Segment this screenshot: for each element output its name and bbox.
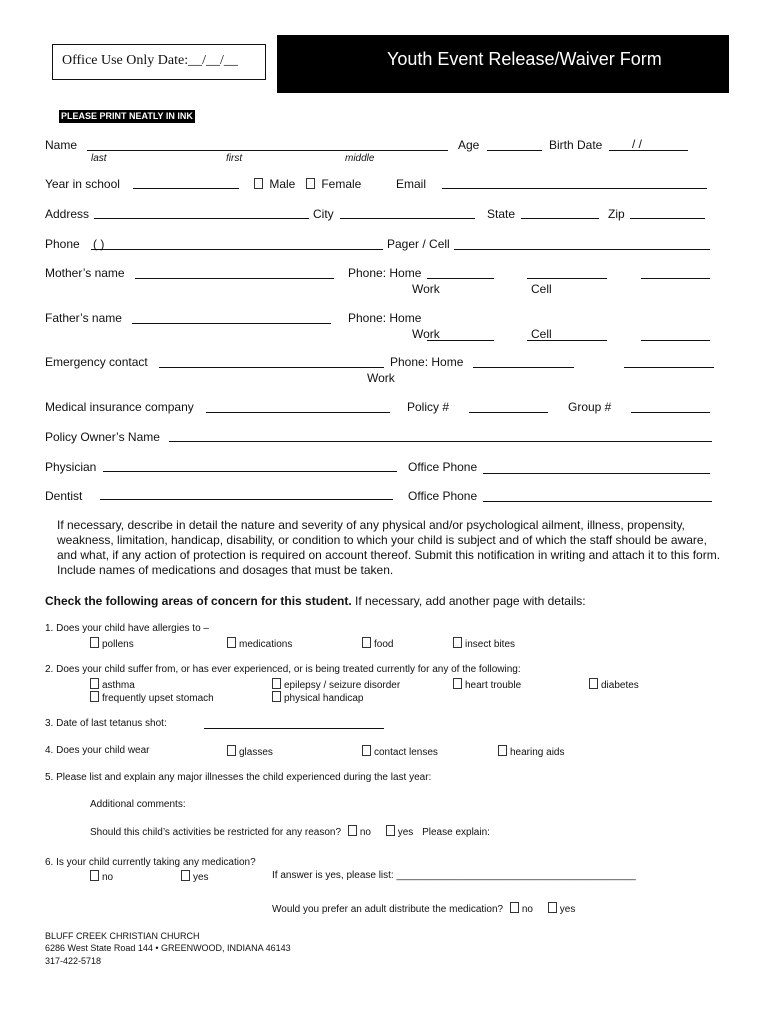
q6-option-no[interactable]: no bbox=[90, 870, 113, 883]
dentist-field[interactable] bbox=[100, 499, 393, 500]
q2-option-diabetes[interactable]: diabetes bbox=[589, 678, 639, 691]
q2-option-asthma[interactable]: asthma bbox=[90, 678, 135, 691]
church-address: 6286 West State Road 144 • GREENWOOD, INDIANA 46143 bbox=[45, 943, 291, 953]
checkbox-icon[interactable] bbox=[589, 678, 598, 689]
age-label: Age bbox=[458, 138, 480, 152]
phone-field[interactable] bbox=[91, 249, 383, 250]
father-work-label: Work bbox=[412, 327, 440, 341]
emergency-extra-field[interactable] bbox=[624, 367, 714, 368]
checkbox-icon[interactable] bbox=[90, 637, 99, 648]
question-3: 3. Date of last tetanus shot: bbox=[45, 718, 167, 729]
city-field[interactable] bbox=[340, 218, 475, 219]
emergency-work-label: Work bbox=[367, 371, 395, 385]
concerns-heading-bold: Check the following areas of concern for this student. bbox=[45, 594, 352, 608]
restricted-yes-label: yes bbox=[397, 827, 414, 838]
medical-insurance-field[interactable] bbox=[206, 412, 390, 413]
adult-yes-label: yes bbox=[559, 904, 576, 915]
checkbox-icon[interactable] bbox=[90, 691, 99, 702]
medical-insurance-label: Medical insurance company bbox=[45, 400, 194, 414]
office-use-box bbox=[52, 44, 266, 80]
mother-cell-label: Cell bbox=[531, 282, 552, 296]
name-label: Name bbox=[45, 138, 78, 152]
church-phone: 317-422-5718 bbox=[45, 956, 102, 966]
adult-no-checkbox[interactable] bbox=[510, 902, 519, 913]
dentist-office-phone-field[interactable] bbox=[483, 501, 712, 502]
dentist-label: Dentist bbox=[45, 489, 83, 503]
adult-no-label: no bbox=[521, 904, 533, 915]
checkbox-icon[interactable] bbox=[453, 637, 462, 648]
state-label: State bbox=[487, 207, 516, 221]
female-checkbox[interactable] bbox=[306, 178, 315, 189]
group-label: Group # bbox=[568, 400, 612, 414]
question-1: 1. Does your child have allergies to – bbox=[45, 623, 209, 634]
physician-label: Physician bbox=[45, 460, 97, 474]
father-cell-label: Cell bbox=[531, 327, 552, 341]
female-label: Female bbox=[321, 177, 362, 191]
age-field[interactable] bbox=[487, 150, 542, 151]
middle-sublabel: middle bbox=[345, 153, 375, 164]
checkbox-icon[interactable] bbox=[90, 870, 99, 881]
address-label: Address bbox=[45, 207, 90, 221]
physician-field[interactable] bbox=[103, 471, 397, 472]
birth-date-field[interactable] bbox=[609, 150, 688, 151]
zip-field[interactable] bbox=[630, 218, 705, 219]
adult-yes-checkbox[interactable] bbox=[548, 902, 557, 913]
physician-office-phone-field[interactable] bbox=[483, 473, 710, 474]
last-sublabel: last bbox=[91, 153, 107, 164]
phone-label: Phone bbox=[45, 237, 80, 251]
mother-extra-field[interactable] bbox=[527, 278, 607, 279]
print-notice: PLEASE PRINT NEATLY IN INK bbox=[61, 111, 193, 121]
mother-home-phone-field[interactable] bbox=[427, 278, 494, 279]
dentist-office-phone-label: Office Phone bbox=[408, 489, 478, 503]
father-cell-field[interactable] bbox=[527, 340, 607, 341]
title-banner bbox=[277, 35, 729, 93]
year-in-school-field[interactable] bbox=[133, 188, 239, 189]
male-option[interactable] bbox=[254, 177, 295, 191]
question-4: 4. Does your child wear bbox=[45, 745, 150, 756]
policy-owner-label: Policy Owner’s Name bbox=[45, 430, 160, 444]
restricted-question bbox=[90, 825, 490, 838]
policy-field[interactable] bbox=[469, 412, 548, 413]
father-extra-field[interactable] bbox=[641, 340, 710, 341]
q4-option-contact-lenses[interactable]: contact lenses bbox=[362, 745, 438, 758]
office-use-label: Office Use Only Date:__/__/__ bbox=[62, 53, 238, 68]
fathers-name-label: Father’s name bbox=[45, 311, 122, 325]
policy-owner-field[interactable] bbox=[169, 441, 712, 442]
q1-option-food[interactable]: food bbox=[362, 637, 393, 650]
church-name: BLUFF CREEK CHRISTIAN CHURCH bbox=[45, 931, 200, 941]
mothers-name-label: Mother’s name bbox=[45, 266, 125, 280]
restricted-yes-checkbox[interactable] bbox=[386, 825, 395, 836]
concerns-heading bbox=[45, 594, 586, 608]
policy-label: Policy # bbox=[407, 400, 450, 414]
mother-work-label: Work bbox=[412, 282, 440, 296]
restricted-no-checkbox[interactable] bbox=[348, 825, 357, 836]
restricted-label: Should this child’s activities be restricted for any reason? bbox=[90, 827, 342, 838]
year-in-school-label: Year in school bbox=[45, 177, 120, 191]
father-work-field[interactable] bbox=[427, 340, 494, 341]
address-field[interactable] bbox=[94, 218, 309, 219]
zip-label: Zip bbox=[608, 207, 625, 221]
city-label: City bbox=[313, 207, 334, 221]
checkbox-icon[interactable] bbox=[272, 691, 281, 702]
q2-option-heart-trouble[interactable]: heart trouble bbox=[453, 678, 521, 691]
mother-extra-field-2[interactable] bbox=[641, 278, 710, 279]
email-field[interactable] bbox=[442, 188, 707, 189]
medication-list-field[interactable]: If answer is yes, please list: ___________________________________________ bbox=[272, 870, 636, 881]
q2-option-physical-handicap[interactable]: physical handicap bbox=[272, 691, 364, 704]
emergency-contact-field[interactable] bbox=[159, 367, 384, 368]
q2-option-epilepsy[interactable]: epilepsy / seizure disorder bbox=[272, 678, 400, 691]
pager-cell-field[interactable] bbox=[454, 249, 710, 250]
email-label: Email bbox=[396, 177, 427, 191]
mothers-name-field[interactable] bbox=[135, 278, 334, 279]
instructions-paragraph: If necessary, describe in detail the nature and severity of any physical and/or psychological ailment, illness, propensity, weakness, limitation, handicap, disability, or condition to which your child is subject and of which the staff should be aware, and what, if any action of protection is required on account thereof. Submit this notification in writing and attach it to this form. Include names of medications and dosages that must be taken. bbox=[57, 518, 721, 577]
additional-comments-label: Additional comments: bbox=[90, 799, 186, 810]
first-sublabel: first bbox=[226, 153, 243, 164]
fathers-name-field[interactable] bbox=[132, 323, 331, 324]
adult-distribute-question bbox=[272, 902, 575, 915]
state-field[interactable] bbox=[521, 218, 599, 219]
concerns-heading-rest: If necessary, add another page with details: bbox=[351, 594, 586, 608]
pager-cell-label: Pager / Cell bbox=[387, 237, 450, 251]
mother-phone-home-label: Phone: Home bbox=[348, 266, 422, 280]
emergency-phone-home-label: Phone: Home bbox=[390, 355, 464, 369]
checkbox-icon[interactable] bbox=[181, 870, 190, 881]
q6-option-yes[interactable]: yes bbox=[181, 870, 209, 883]
checkbox-icon[interactable] bbox=[453, 678, 462, 689]
question-2: 2. Does your child suffer from, or has ever experienced, or is being treated currently for any of the following: bbox=[45, 664, 521, 675]
please-explain-label: Please explain: bbox=[422, 827, 490, 838]
question-5: 5. Please list and explain any major illnesses the child experienced during the last year: bbox=[45, 772, 432, 783]
male-label: Male bbox=[269, 177, 296, 191]
q2-option-upset-stomach[interactable]: frequently upset stomach bbox=[90, 691, 214, 704]
checkbox-icon[interactable] bbox=[362, 745, 371, 756]
checkbox-icon[interactable] bbox=[90, 678, 99, 689]
restricted-no-label: no bbox=[359, 827, 371, 838]
physician-office-phone-label: Office Phone bbox=[408, 460, 478, 474]
q1-option-medications[interactable]: medications bbox=[227, 637, 292, 650]
female-option[interactable] bbox=[306, 177, 361, 191]
tetanus-date-field[interactable] bbox=[204, 728, 384, 729]
q1-option-insect-bites[interactable]: insect bites bbox=[453, 637, 515, 650]
form-title: Youth Event Release/Waiver Form bbox=[387, 49, 662, 69]
q4-option-glasses[interactable]: glasses bbox=[227, 745, 273, 758]
group-field[interactable] bbox=[631, 412, 710, 413]
checkbox-icon[interactable] bbox=[272, 678, 281, 689]
question-6: 6. Is your child currently taking any medication? bbox=[45, 857, 256, 868]
checkbox-icon[interactable] bbox=[227, 637, 236, 648]
q4-option-hearing-aids[interactable]: hearing aids bbox=[498, 745, 564, 758]
checkbox-icon[interactable] bbox=[227, 745, 236, 756]
male-checkbox[interactable] bbox=[254, 178, 263, 189]
checkbox-icon[interactable] bbox=[362, 637, 371, 648]
birth-date-label: Birth Date bbox=[549, 138, 603, 152]
adult-distribute-label: Would you prefer an adult distribute the medication? bbox=[272, 904, 504, 915]
checkbox-icon[interactable] bbox=[498, 745, 507, 756]
father-phone-home-label: Phone: Home bbox=[348, 311, 422, 325]
emergency-contact-label: Emergency contact bbox=[45, 355, 148, 369]
q1-option-pollens[interactable]: pollens bbox=[90, 637, 134, 650]
name-field[interactable] bbox=[87, 150, 448, 151]
emergency-home-phone-field[interactable] bbox=[473, 367, 574, 368]
phone-area-code: ( ) bbox=[93, 237, 105, 251]
birth-date-slashes: / / bbox=[632, 137, 643, 151]
